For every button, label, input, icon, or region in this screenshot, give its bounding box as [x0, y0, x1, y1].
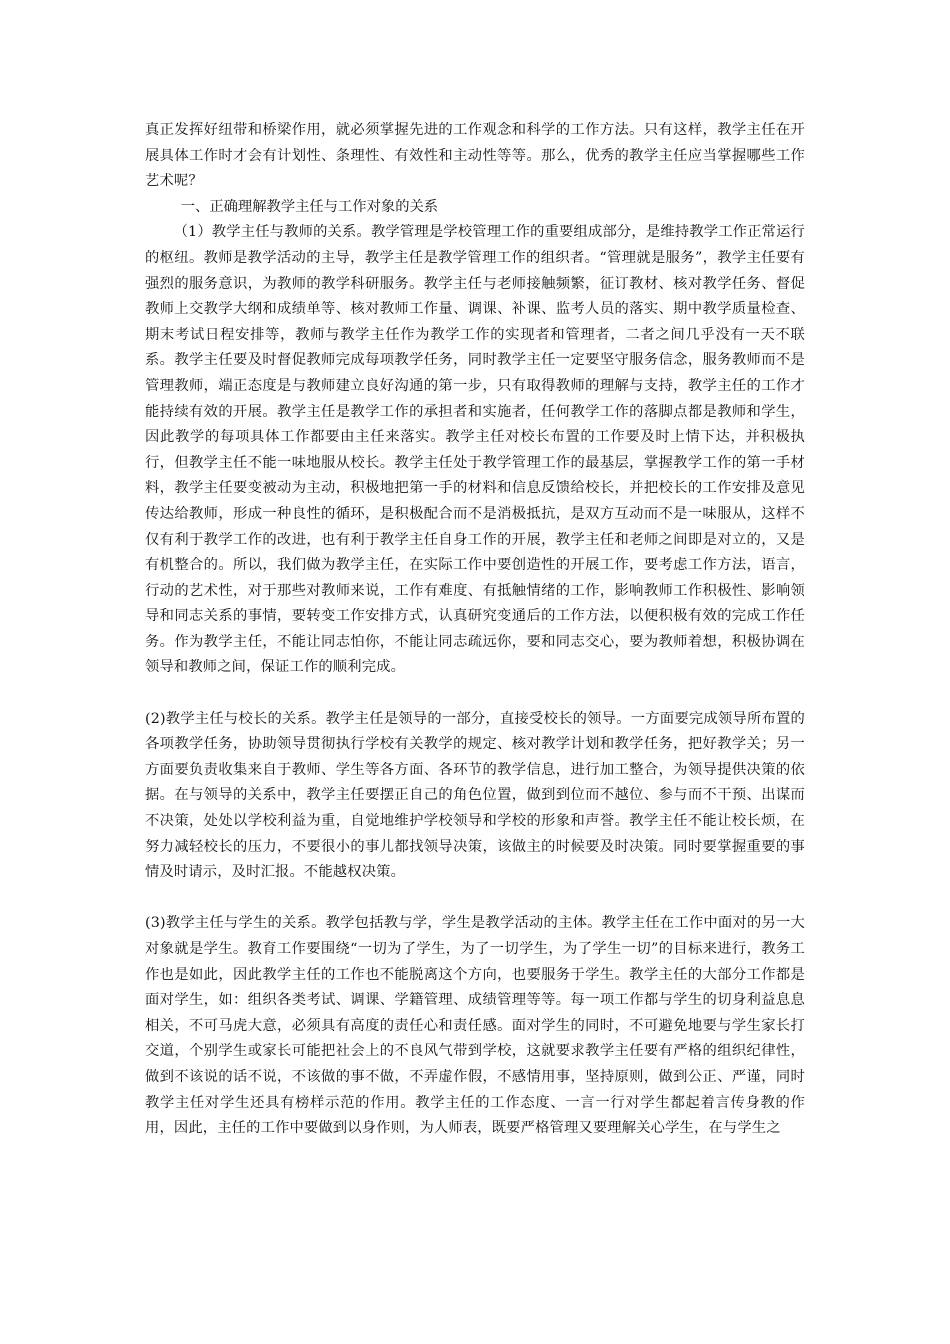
intro-paragraph: 真正发挥好纽带和桥梁作用，就必须掌握先进的工作观念和科学的工作方法。只有这样，教学主任在开展具体工作时才会有计划性、条理性、有效性和主动性等等。那么，优秀的教学主任应当掌握哪些工作艺术呢？	[145, 122, 805, 190]
paragraph-student-relation: (3)教学主任与学生的关系。教学包括教与学，学生是教学活动的主体。教学主任在工作中面对的另一大对象就是学生。教育工作要围绕“一切为了学生，为了一切学生，为了学生一切”的目标来进行，教务工作也是如此，因此教学主任的工作也不能脱离这个方向，也要服务于学生。教学主任的大部分工作都是面对学生，如：组织各类考试、调课、学籍管理、成绩管理等等。每一项工作都与学生的切身利益息息相关，不可马虎大意，必须具有高度的责任心和责任感。面对学生的同时，不可避免地要与学生家长打交道，个别学生或家长可能把社会上的不良风气带到学校，这就要求教学主任要有严格的组织纪律性，做到不该说的话不说，不该做的事不做，不弄虚作假，不感情用事，坚持原则，做到公正、严谨，同时教学主任对学生还具有榜样示范的作用。教学主任的工作态度、一言一行对学生都起着言传身教的作用，因此，主任的工作中要做到以身作则，为人师表，既要严格管理又要理解关心学生，在与学生之	[145, 915, 805, 1137]
section-heading: 一、正确理解教学主任与工作对象的关系	[180, 198, 439, 215]
paragraph-teacher-relation: （1）教学主任与教师的关系。教学管理是学校管理工作的重要组成部分，是维持教学工作正常运行的枢纽。教师是教学活动的主导，教学主任是教学管理工作的组织者。“管理就是服务”，教学主任要有强烈的服务意识，为教师的教学科研服务。教学主任与老师接触频繁，征订教材、核对教学任务、督促教师上交教学大纲和成绩单等、核对教师工作量、调课、补课、监考人员的落实、期中教学质量检查、期末考试日程安排等，教师与教学主任作为教学工作的实现者和管理者，二者之间几乎没有一天不联系。教学主任要及时督促教师完成每项教学任务，同时教学主任一定要坚守服务信念，服务教师而不是管理教师，端正态度是与教师建立良好沟通的第一步，只有取得教师的理解与支持，教学主任的工作才能持续有效的开展。教学主任是教学工作的承担者和实施者，任何教学工作的落脚点都是教师和学生，因此教学的每项具体工作都要由主任来落实。教学主任对校长布置的工作要及时上情下达，并积极执行，但教学主任不能一味地服从校长。教学主任处于教学管理工作的最基层，掌握教学工作的第一手材料，教学主任要变被动为主动，积极地把第一手的材料和信息反馈给校长，并把校长的工作安排及意见传达给教师，形成一种良性的循环，是积极配合而不是消极抵抗，是双方互动而不是一味服从，这样不仅有利于教学工作的改进，也有利于教学主任自身工作的开展，教学主任和老师之间即是对立的，又是有机整合的。所以，我们做为教学主任，在实际工作中要创造性的开展工作，要考虑工作方法，语言，行动的艺术性，对于那些对教师来说，工作有难度、有抵触情绪的工作，影响教师工作积极性、影响领导和同志关系的事情，要转变工作安排方式，认真研究变通后的工作方法，以便积极有效的完成工作任务。作为教学主任，不能让同志怕你，不能让同志疏远你，要和同志交心，要为教师着想，积极协调在领导和教师之间，保证工作的顺利完成。	[145, 224, 805, 676]
document-page	[145, 118, 805, 1142]
paragraph-principal-relation: (2)教学主任与校长的关系。教学主任是领导的一部分，直接受校长的领导。一方面要完成领导所布置的各项教学任务，协助领导贯彻执行学校有关教学的规定、核对教学计划和教学任务，把好教学关；另一方面要负责收集来自于教师、学生等各方面、各环节的教学信息，进行加工整合，为领导提供决策的依据。在与领导的关系中，教学主任要摆正自己的角色位置，做到到位而不越位、参与而不干预、出谋而不决策，处处以学校利益为重，自觉地维护学校领导和学校的形象和声誉。教学主任不能让校长烦，在努力减轻校长的压力，不要很小的事儿都找领导决策，该做主的时候要及时决策。同时要掌握重要的事情及时请示，及时汇报。不能越权决策。	[145, 710, 805, 881]
